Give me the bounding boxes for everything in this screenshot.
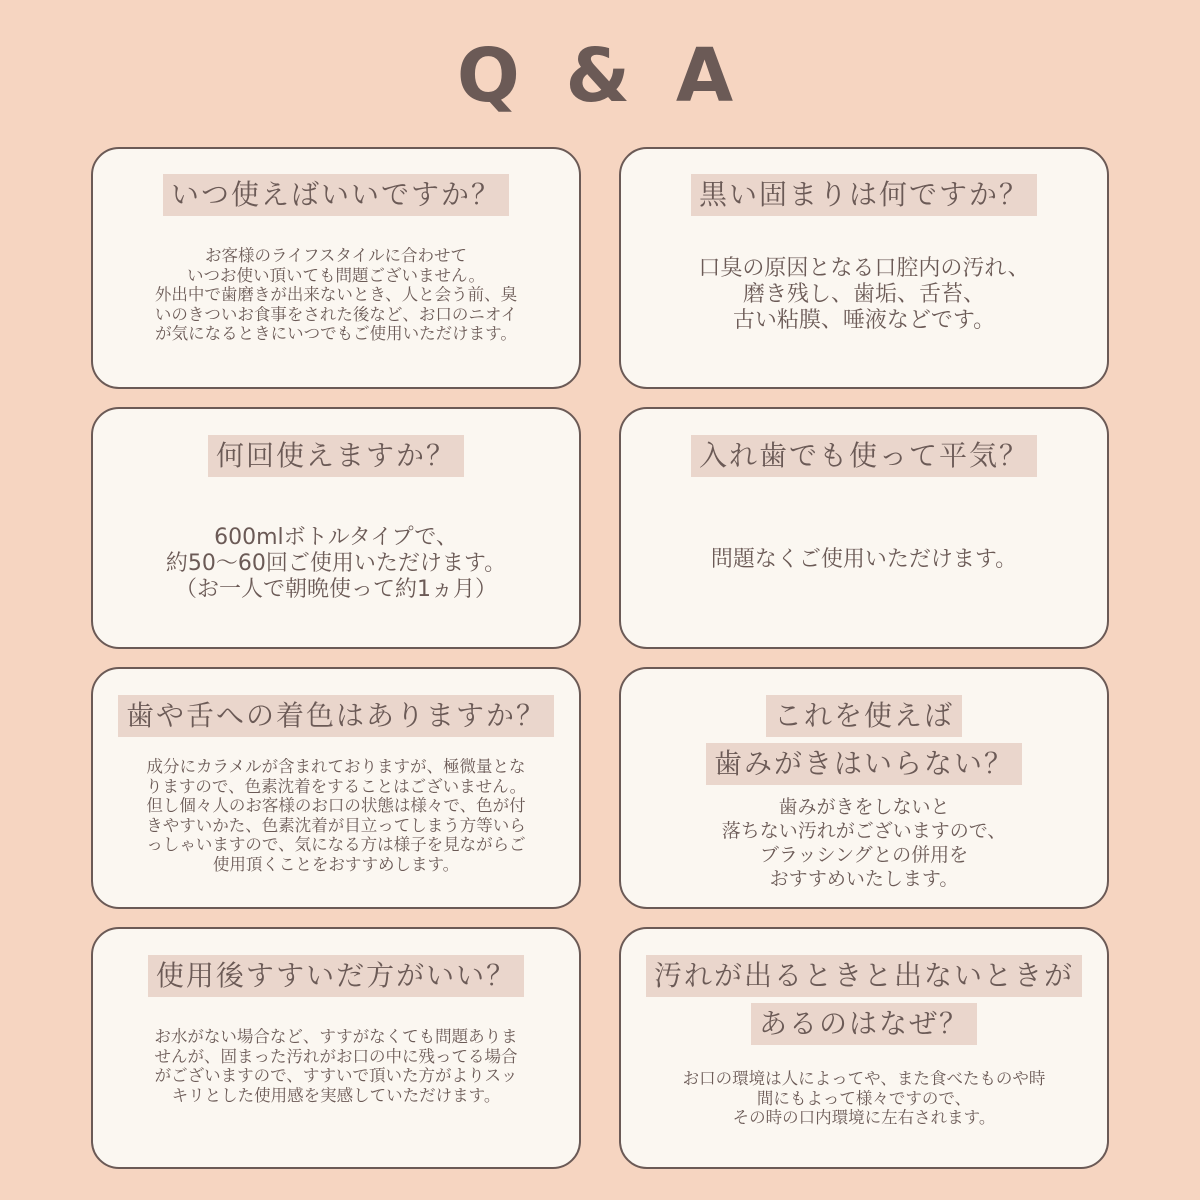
question-text: 黒い固まりは何ですか？ xyxy=(691,174,1037,216)
question-text: 何回使えますか？ xyxy=(208,435,464,477)
answer-text: 600mlボトルタイプで、 約50〜60回ご使用いただけます。 （お一人で朝晩使って約1ヵ月） xyxy=(165,525,507,602)
page-title: Q & A xyxy=(456,33,744,119)
qa-card-why-dirt-varies xyxy=(619,927,1109,1169)
answer-text: 成分にカラメルが含まれておりますが、極微量とな りますので、色素沈着をすることはございません。 但し個々人のお客様のお口の状態は様々で、色が付 きやすいかた、色素沈着が目立ってしまう方等いら っしゃいますので、気になる方は様子を見ながらご 使用頂くことをおすすめします。 xyxy=(145,757,527,874)
answer-text: 問題なくご使用いただけます。 xyxy=(710,547,1018,572)
answer-text: お水がない場合など、すすがなくても問題ありま せんが、固まった汚れがお口の中に残ってる場合 がございますので、すすいで頂いた方がよりスッ キリとした使用感を実感していただけます。 xyxy=(154,1027,518,1105)
question-text: 汚れが出るときと出ないときが xyxy=(646,955,1082,997)
question-text: 使用後すすいだ方がいい？ xyxy=(148,955,524,997)
qa-card-rinse-after xyxy=(91,927,581,1169)
question-text: いつ使えばいいですか？ xyxy=(163,174,509,216)
qa-card-staining xyxy=(91,667,581,909)
question-text: これを使えば xyxy=(766,695,962,737)
question xyxy=(706,695,1022,785)
answer-text: お客様のライフスタイルに合わせて いつお使い頂いても問題ございません。 外出中で歯磨きが出来ないとき、人と会う前、臭 いのきついお食事をされた後など、お口のニオイ が気になるときにいつでもご使用いただけます。 xyxy=(154,246,518,343)
qa-card-how-many-uses xyxy=(91,407,581,649)
answer-text: 口臭の原因となる口腔内の汚れ、 磨き残し、歯垢、舌苔、 古い粘膜、唾液などです。 xyxy=(698,256,1030,333)
qa-card-dentures xyxy=(619,407,1109,649)
question xyxy=(208,435,464,477)
answer-text: お口の環境は人によってや、また食べたものや時 間にもよって様々ですので、 その時の口内環境に左右されます。 xyxy=(682,1069,1046,1127)
question xyxy=(118,695,554,737)
question xyxy=(163,174,509,216)
question-text: あるのはなぜ？ xyxy=(751,1003,977,1045)
question-text: 歯みがきはいらない？ xyxy=(706,743,1022,785)
question xyxy=(691,435,1037,477)
question xyxy=(646,955,1082,1045)
answer-text: 歯みがきをしないと 落ちない汚れがございますので、 ブラッシングとの併用を おすすめいたします。 xyxy=(721,796,1007,890)
qa-card-black-clumps xyxy=(619,147,1109,389)
question-text: 入れ歯でも使って平気？ xyxy=(691,435,1037,477)
question xyxy=(691,174,1037,216)
qa-card-when-to-use xyxy=(91,147,581,389)
qa-card-no-brushing xyxy=(619,667,1109,909)
question-text: 歯や舌への着色はありますか？ xyxy=(118,695,554,737)
question xyxy=(148,955,524,997)
